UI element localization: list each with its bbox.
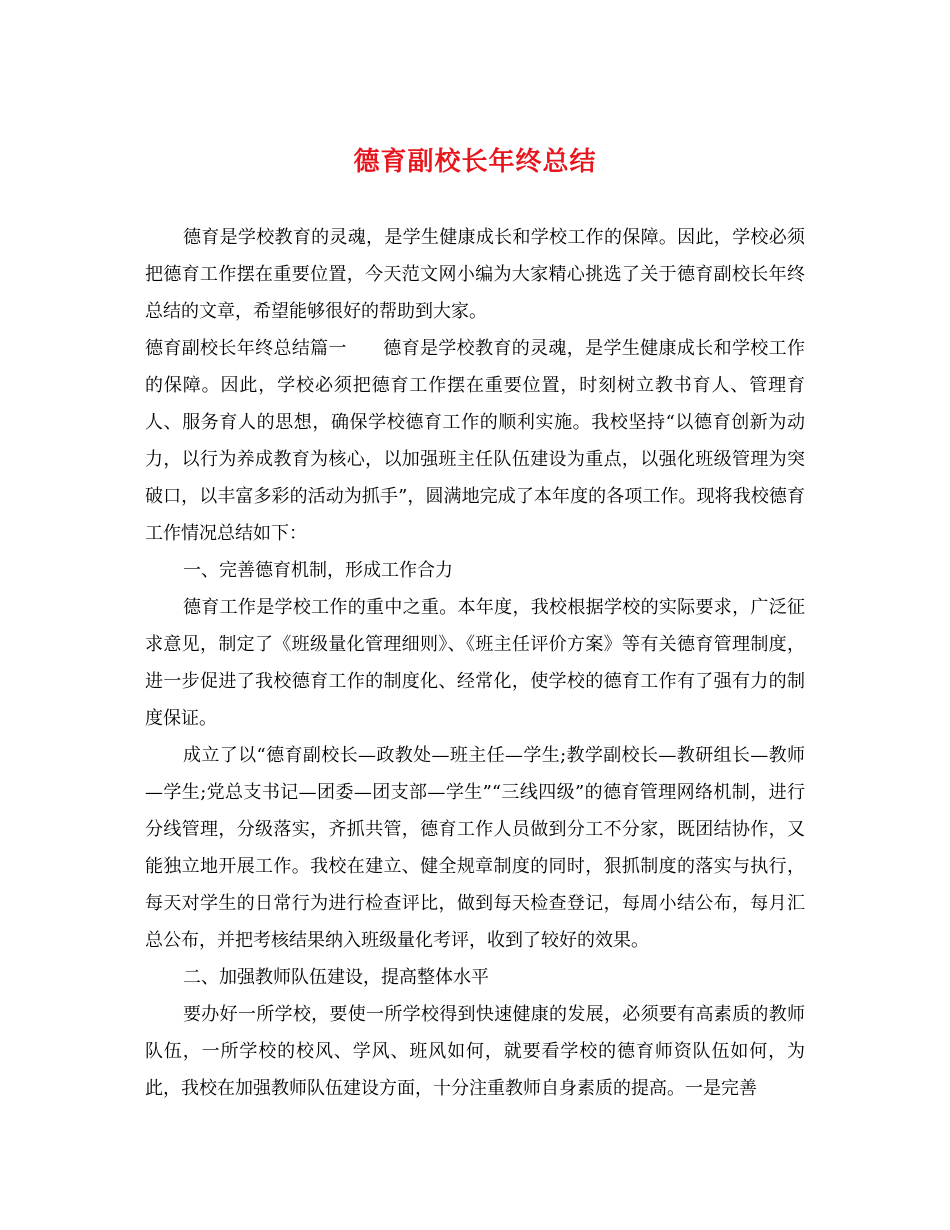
document-body [145,219,805,1107]
paragraph-1a: 德育工作是学校工作的重中之重。本年度，我校根据学校的实际要求，广泛征求意见，制定了《班级量化管理细则》、《班主任评价方案》等有关德育管理制度，进一步促进了我校德育工作的制度化、经常化，使学校的德育工作有了强有力的制度保证。 [145,597,805,729]
paragraph-2a: 要办好一所学校，要使一所学校得到快速健康的发展，必须要有高素质的教师队伍，一所学校的校风、学风、班风如何，就要看学校的德育师资队伍如何，为此，我校在加强教师队伍建设方面，十分注重教师自身素质的提高。一是完善 [145,1004,805,1099]
paragraph-1b: 成立了以“德育副校长—政教处—班主任—学生;教学副校长—教研组长—教师—学生;党总支书记—团委—团支部—学生”“三线四级”的德育管理网络机制，进行分线管理，分级落实，齐抓共管，德育工作人员做到分工不分家，既团结协作，又能独立地开展工作。我校在建立、健全规章制度的同时，狠抓制度的落实与执行，每天对学生的日常行为进行检查评比，做到每天检查登记，每周小结公布，每月汇总公布，并把考核结果纳入班级量化考评，收到了较好的效果。 [145,745,805,951]
document-title: 德育副校长年终总结 [353,147,597,177]
section-heading-2: 二、加强教师队伍建设，提高整体水平 [183,967,489,988]
intro-paragraph: 德育是学校教育的灵魂，是学生健康成长和学校工作的保障。因此，学校必须把德育工作摆在重要位置，今天范文网小编为大家精心挑选了关于德育副校长年终总结的文章，希望能够很好的帮助到大家。 [145,227,805,322]
section-first-paragraph [145,330,805,552]
section-label: 德育副校长年终总结篇一 [145,338,347,359]
section-heading-1: 一、完善德育机制，形成工作合力 [183,560,453,581]
section-first-text: 德育是学校教育的灵魂，是学生健康成长和学校工作的保障。因此，学校必须把德育工作摆在重要位置，时刻树立教书育人、管理育人、服务育人的思想，确保学校德育工作的顺利实施。我校坚持“以德育创新为动力，以行为养成教育为核心，以加强班主任队伍建设为重点，以强化班级管理为突破口，以丰富多彩的活动为抓手”，圆满地完成了本年度的各项工作。现将我校德育工作情况总结如下： [145,338,806,544]
